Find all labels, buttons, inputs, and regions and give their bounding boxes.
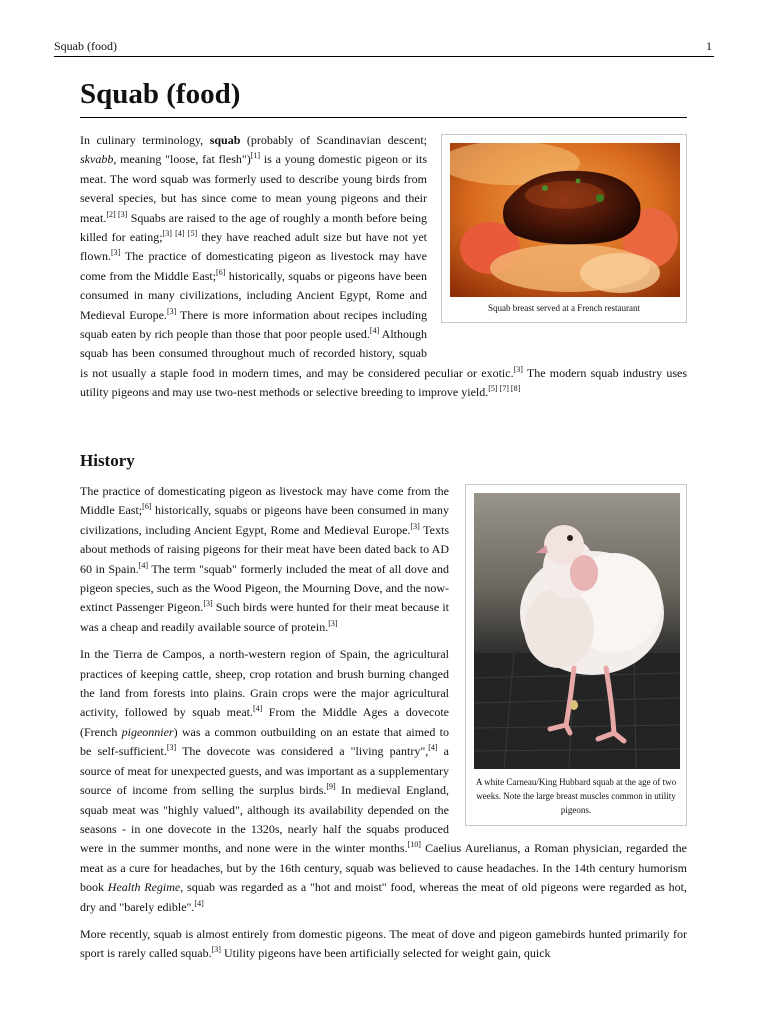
history-paragraph-1: The practice of domesticating pigeon as livestock may have come from the Middle East;[6] historically, squabs or pigeons have been consumed in many civilizations, including Ancient Egypt, Rome and Medieval Europe.[3] Texts about methods of raising pigeons for their meat have been dated back to AD 60 in Spain.[4] The term "squab" formerly included the meat of all dove and pigeon species, such as the Wood Pigeon, the Mourning Dove, and the now-extinct Passenger Pigeon.[3] Such birds were hunted for their meat because it was a cheap and readily available source of protein.[3] xyxy=(80,484,450,634)
figure-caption: A white Carneau/King Hubbard squab at the age of two weeks. Note the large breast muscles common in utility pigeons. xyxy=(475,777,677,815)
title-rule xyxy=(80,117,687,118)
intro-text: In culinary terminology, squab (probably of Scandinavian descent; skvabb, meaning "loose, fat flesh")[1] is a young domestic pigeon or its meat. The word squab was formerly used to describe young birds from several species, but has since come to mean young pigeons and their meat.[2] [3] Squabs are raised to the age of roughly a month before being killed for eating;[3] [4] [5] they have reached adult size but have not yet flown.[3] The practice of domesticating pigeon as livestock may have come from the Middle East;[6] historically, squabs or pigeons have been consumed in many civilizations, including Ancient Egypt, Rome and Medieval Europe.[3] There is more information about recipes including squab eaten by rich people than those that poor people used.[4] Although squab has been consumed throughout much of recorded history, squab is not usually a staple food in modern times, and may be considered peculiar or exotic.[3] The modern squab industry uses utility pigeons and may use two-nest methods or selective breeding to improve yield.[5] [7] [8] xyxy=(80,133,688,400)
page-title: Squab (food) xyxy=(80,78,241,110)
section-heading-history: History xyxy=(80,451,135,470)
figure-float-spacer xyxy=(427,131,687,345)
history-paragraph-2: In the Tierra de Campos, a north-western region of Spain, the agricultural practices of keeping cattle, sheep, crop rotation and brush burning changed the land from forests into plains. Grain crops were the major agricultural activity, followed by squab meat.[4] From the Middle Ages a dovecote (French pigeonnier) was a common outbuilding on an estate that aimed to be self-sufficient.[3] The dovecote was considered a "living pantry",[4] a source of meat for unexpected guests, and was important as a supplementary source of income from selling the surplus birds.[9] In medieval England, squab meat was "highly valued", although its availability depended on the seasons - in one dovecote in the 1320s, nearly half the squabs produced were in the summer months, and none were in the winter months.[10] Caelius Aurelianus, a Roman physician, regarded the meat as a cure for headaches, but by the 16th century, squab was believed to cause headaches. In the 14th century humorism book Health Regime, squab was regarded as a "hot and moist" food, whereas the meat of old pigeons were regarded as hot, dry and "barely edible".[4] xyxy=(80,647,687,914)
history-paragraph-3: More recently, squab is almost entirely from domestic pigeons. The meat of dove and pigeon gamebirds hunted primarily for sport is rarely called squab.[3] Utility pigeons have been artificially selected for weight gain, quick xyxy=(80,926,687,961)
figure-float-spacer xyxy=(449,482,687,838)
running-head xyxy=(54,38,714,57)
page-number: 1 xyxy=(706,39,712,53)
intro-paragraph xyxy=(80,131,687,403)
running-head-title: Squab (food) xyxy=(54,39,117,53)
history-section xyxy=(80,482,687,964)
figure-caption: Squab breast served at a French restaurant xyxy=(488,303,640,313)
